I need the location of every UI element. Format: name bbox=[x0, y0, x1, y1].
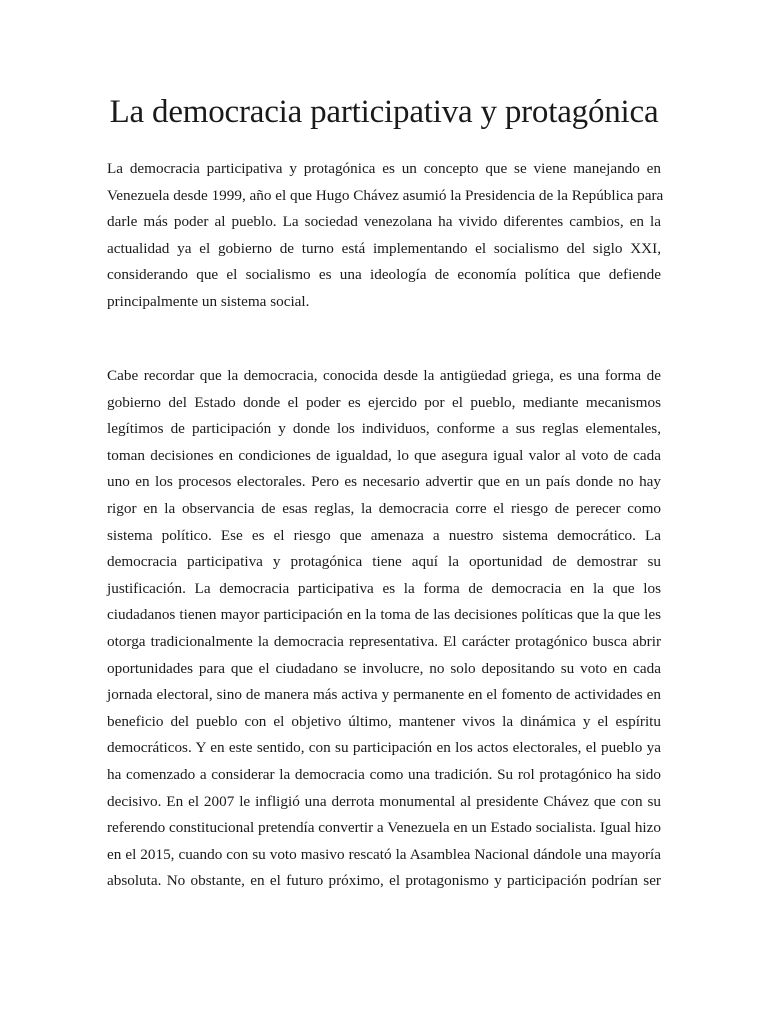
text-line: ciudadanos tienen mayor participación en la toma de las decisiones políticas que la que les bbox=[107, 606, 661, 624]
text-line: Cabe recordar que la democracia, conocida desde la antigüedad griega, es una forma de bbox=[107, 367, 661, 384]
text-line: gobierno del Estado donde el poder es ejercido por el pueblo, mediante mecanismos bbox=[107, 393, 661, 411]
text-line: Venezuela desde 1999, año el que Hugo Chávez asumió la Presidencia de la República para bbox=[107, 186, 664, 204]
text-line: ha comenzado a considerar la democracia como una tradición. Su rol protagónico ha sido bbox=[107, 765, 661, 783]
text-line: toman decisiones en condiciones de igualdad, lo que asegura igual valor al voto de cada bbox=[107, 446, 661, 464]
text-line: decisivo. En el 2007 le infligió una derrota monumental al presidente Chávez que con su bbox=[107, 792, 661, 810]
text-line: en el 2015, cuando con su voto masivo rescató la Asamblea Nacional dándole una mayoría bbox=[107, 845, 661, 863]
text-line: La democracia participativa y protagónica es un concepto que se viene manejando en bbox=[107, 160, 661, 177]
text-line: darle más poder al pueblo. La sociedad venezolana ha vivido diferentes cambios, en la bbox=[107, 213, 661, 231]
text-line: rigor en la observancia de esas reglas, la democracia corre el riesgo de perecer como bbox=[107, 499, 661, 517]
paragraph-2 bbox=[107, 363, 661, 895]
paragraph-1 bbox=[107, 156, 664, 316]
text-line: principalmente un sistema social. bbox=[107, 292, 310, 310]
text-line: referendo constitucional pretendía convertir a Venezuela en un Estado socialista. Igual hizo bbox=[107, 819, 661, 837]
text-line: considerando que el socialismo es una ideología de economía política que defiende bbox=[107, 266, 661, 284]
document-title: La democracia participativa y protagónica bbox=[109, 94, 659, 130]
text-line: oportunidades para que el ciudadano se involucre, no solo depositando su voto en cada bbox=[107, 659, 661, 677]
text-line: sistema político. Ese es el riesgo que amenaza a nuestro sistema democrático. La bbox=[107, 526, 661, 544]
text-line: justificación. La democracia participativa es la forma de democracia en la que los bbox=[107, 579, 661, 597]
text-line: beneficio del pueblo con el objetivo último, mantener vivos la dinámica y el espíritu bbox=[107, 712, 661, 730]
text-line: uno en los procesos electorales. Pero es necesario advertir que en un país donde no hay bbox=[107, 473, 661, 491]
text-line: democráticos. Y en este sentido, con su participación en los actos electorales, el pueblo ya bbox=[107, 739, 661, 757]
text-line: actualidad ya el gobierno de turno está implementando el socialismo del siglo XXI, bbox=[107, 239, 661, 257]
text-line: democracia participativa y protagónica tiene aquí la oportunidad de demostrar su bbox=[107, 553, 661, 571]
text-line: otorga tradicionalmente la democracia representativa. El carácter protagónico busca abrir bbox=[107, 632, 661, 650]
text-line: legítimos de participación y donde los individuos, conforme a sus reglas elementales, bbox=[107, 420, 661, 438]
text-line: jornada electoral, sino de manera más activa y permanente en el fomento de actividades en bbox=[107, 686, 661, 704]
text-line: absoluta. No obstante, en el futuro próximo, el protagonismo y participación podrían ser bbox=[107, 872, 661, 890]
